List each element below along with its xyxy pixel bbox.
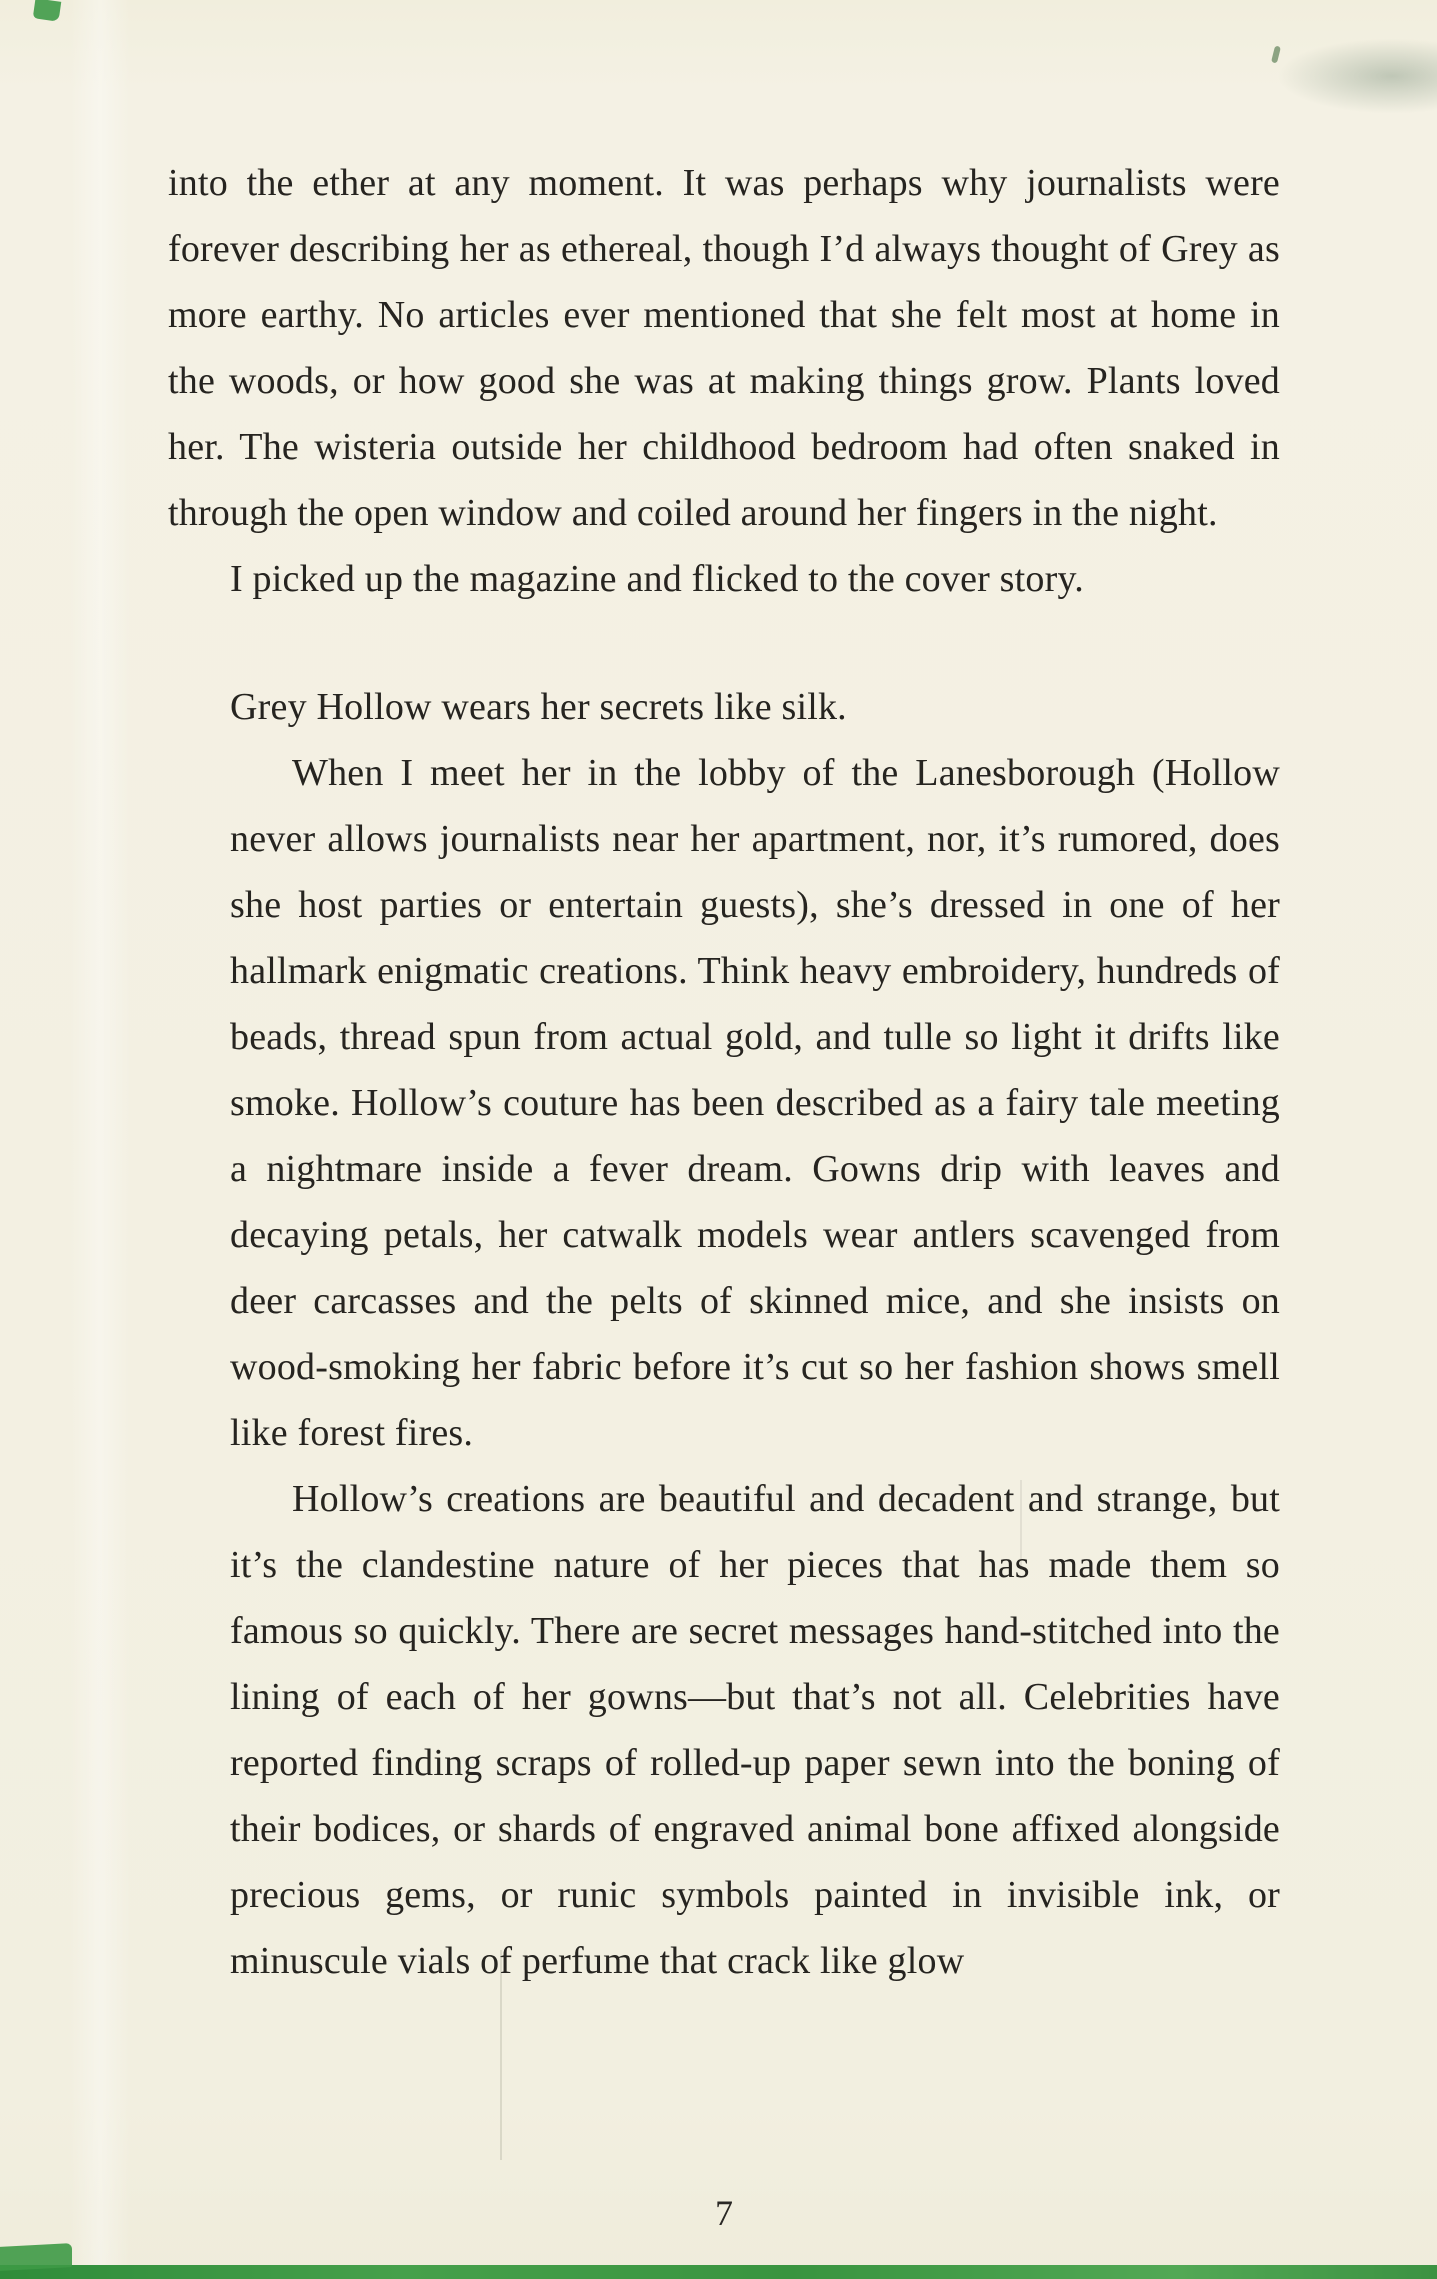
page-number: 7 <box>715 2193 733 2233</box>
scan-artifact-top-right-smudge <box>1277 38 1437 114</box>
scan-artifact-top-left-green-mark <box>33 0 62 22</box>
page-text-block <box>168 150 1280 1994</box>
scan-artifact-bottom-green-strip <box>0 2265 1437 2279</box>
excerpt-opening-line: Grey Hollow wears her secrets like silk. <box>230 686 847 728</box>
scan-artifact-crease-line <box>500 1950 502 2160</box>
scan-artifact-bottom-left-green-mark <box>0 2243 72 2271</box>
page-gutter-shading <box>70 0 130 2279</box>
scan-artifact-top-right-tick <box>1271 46 1281 64</box>
narration-paragraph: I picked up the magazine and flicked to the cover story. <box>230 558 1084 600</box>
magazine-cover-story-excerpt <box>230 674 1280 1994</box>
excerpt-paragraph-1: When I meet her in the lobby of the Lanesborough (Hollow never allows journalists near her apartment, nor, it’s rumored, does she host parties or entertain guests), she’s dressed in one of her hallmark enigmatic creations. Think heavy embroidery, hundreds of beads, thread spun from actual gold, and tulle so light it drifts like smoke. Hollow’s couture has been described as a fairy tale meeting a nightmare inside a fever dream. Gowns drip with leaves and decaying petals, her catwalk models wear antlers scavenged from deer carcasses and the pelts of skinned mice, and she insists on wood-smoking her fabric before it’s cut so her fashion shows smell like forest fires. <box>230 752 1280 1454</box>
excerpt-paragraph-2: Hollow’s creations are beautiful and decadent and strange, but it’s the clandestine nature of her pieces that has made them so famous so quickly. There are secret messages hand-stitched into the lining of each of her gowns—but that’s not all. Celebrities have reported finding scraps of rolled-up paper sewn into the boning of their bodices, or shards of engraved animal bone affixed alongside precious gems, or runic symbols painted in invisible ink, or minuscule vials of perfume that crack like glow <box>230 1478 1280 1982</box>
scan-artifact-crease-line-faint <box>1020 1480 1022 1570</box>
body-paragraph-continued: into the ether at any moment. It was perhaps why journalists were forever describing her as ethereal, though I’d always thought of Grey as more earthy. No articles ever mentioned that she felt most at home in the woods, or how good she was at making things grow. Plants loved her. The wisteria outside her childhood bedroom had often snaked in through the open window and coiled around her fingers in the night. <box>168 162 1280 534</box>
